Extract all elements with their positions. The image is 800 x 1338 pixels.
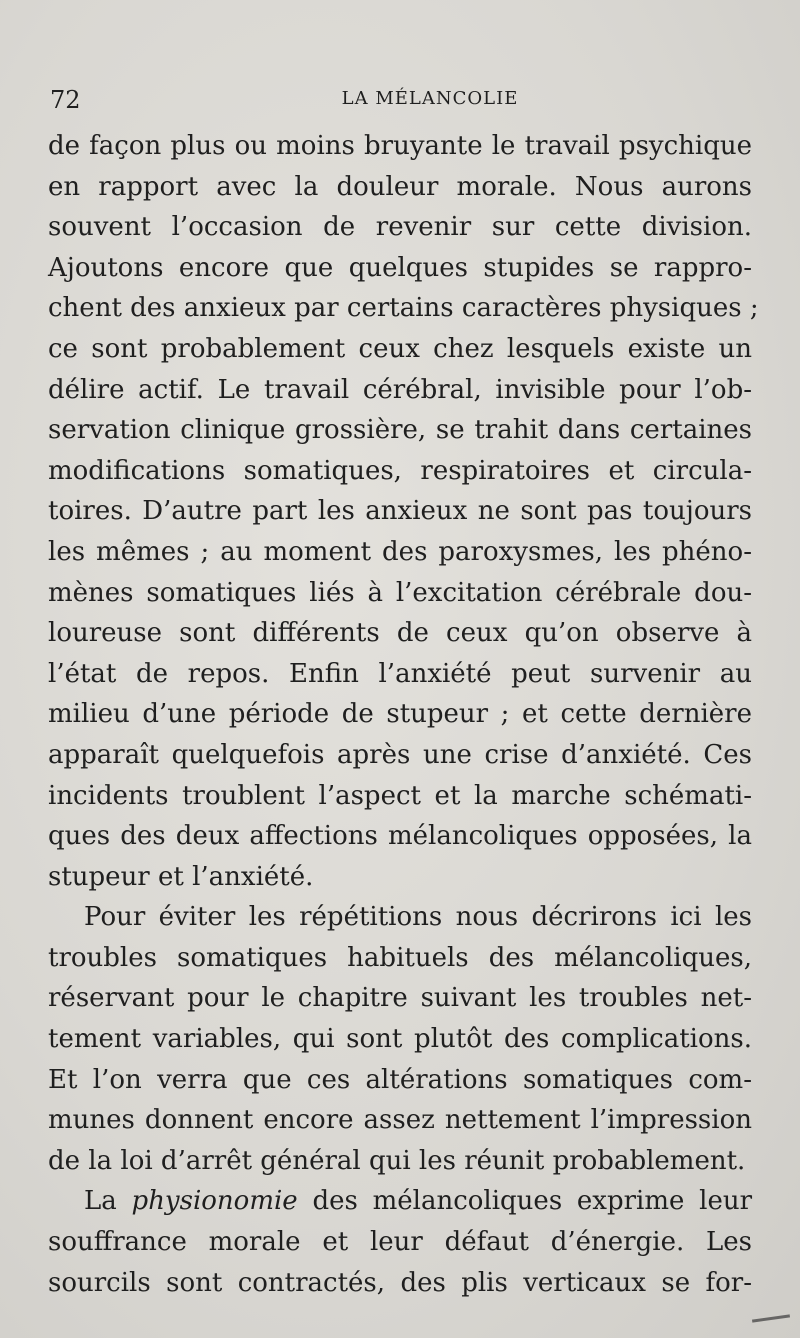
text-line — [48, 1181, 752, 1222]
text-line: souffrance morale et leur défaut d’énergie. Les — [48, 1227, 752, 1258]
text-line: munes donnent encore assez nettement l’impression — [48, 1105, 752, 1136]
text-line: de façon plus ou moins bruyante le travail psychique — [48, 131, 752, 161]
text-line: Pour éviter les répétitions nous décrirons ici les — [84, 902, 752, 933]
text-line: troubles somatiques habituels des mélancoliques, — [48, 942, 752, 973]
paragraph-start-word: La — [84, 1186, 117, 1217]
italic-term: physionomie — [131, 1186, 298, 1217]
text-line-rest: des mélancoliques exprime leur — [312, 1186, 753, 1217]
text-line: apparaît quelquefois après une crise d’anxiété. Ces — [48, 739, 752, 770]
text-line: chent des anxieux par certains caractères physiques ; — [48, 293, 759, 324]
text-line: sourcils sont contractés, des plis verticaux se for- — [48, 1267, 752, 1298]
text-line: servation clinique grossière, se trahit dans certaines — [48, 415, 752, 446]
text-line: réservant pour le chapitre suivant les troubles net- — [48, 983, 752, 1014]
text-line: milieu d’une période de stupeur ; et cette dernière — [48, 699, 752, 730]
ink-mark — [752, 1314, 790, 1322]
text-line: mènes somatiques liés à l’excitation cérébrale dou- — [48, 577, 752, 608]
running-head — [50, 86, 750, 118]
page-number: 72 — [50, 86, 81, 114]
text-line: stupeur et l’anxiété. — [48, 861, 314, 892]
text-line: modifications somatiques, respiratoires et circula- — [48, 455, 752, 486]
text-line: délire actif. Le travail cérébral, invisible pour l’ob- — [48, 374, 752, 405]
text-line: incidents troublent l’aspect et la marche schémati- — [48, 780, 752, 811]
text-line: Et l’on verra que ces altérations somatiques com- — [48, 1064, 752, 1095]
text-line: de la loi d’arrêt général qui les réunit probablement. — [48, 1145, 746, 1176]
text-line: tement variables, qui sont plutôt des complications. — [48, 1024, 752, 1055]
text-line: souvent l’occasion de revenir sur cette division. — [48, 212, 752, 243]
text-line: loureuse sont différents de ceux qu’on observe à — [48, 618, 752, 649]
text-line: ques des deux affections mélancoliques opposées, la — [48, 821, 752, 852]
body-text — [48, 126, 759, 1303]
text-line: en rapport avec la douleur morale. Nous aurons — [48, 171, 752, 202]
text-line: les mêmes ; au moment des paroxysmes, les phéno- — [48, 536, 752, 567]
text-line: toires. D’autre part les anxieux ne sont pas toujours — [48, 496, 752, 527]
text-line: Ajoutons encore que quelques stupides se rappro- — [48, 252, 752, 283]
running-title: LA MÉLANCOLIE — [341, 88, 519, 109]
text-line: l’état de repos. Enfin l’anxiété peut survenir au — [48, 658, 752, 689]
text-line: ce sont probablement ceux chez lesquels existe un — [48, 333, 752, 364]
